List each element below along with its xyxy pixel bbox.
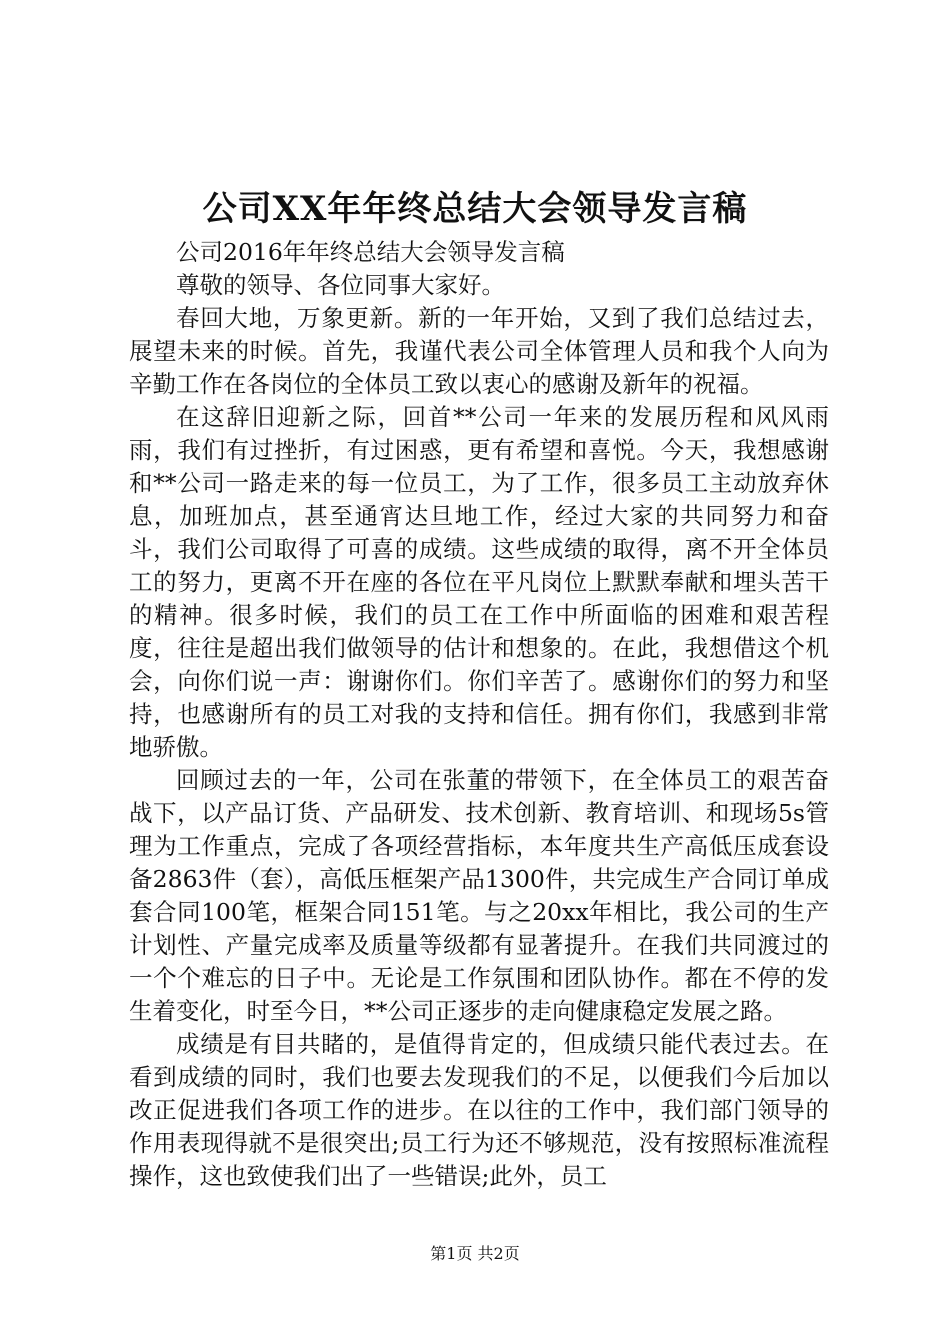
paragraph-subtitle: 公司2016年年终总结大会领导发言稿 <box>176 238 565 266</box>
paragraph-review: 回顾过去的一年，公司在张董的带领下，在全体员工的艰苦奋战下，以产品订货、产品研发、技术创新、教育培训、和现场5s管理为工作重点，完成了各项经营指标，本年度共生产高低压成套设备2863件（套），高低压框架产品1300件，共完成生产合同订单成套合同100笔，框架合同151笔。与之20xx年相比，我公司的生产计划性、产量完成率及质量等级都有显著提升。在我们共同渡过的一个个难忘的日子中。无论是工作氛围和团队协作。都在不停的发生着变化，时至今日，**公司正逐步的走向健康稳定发展之路。 <box>129 766 829 1025</box>
paragraph-greeting: 尊敬的领导、各位同事大家好。 <box>176 271 505 299</box>
page-footer: 第1页 共2页 <box>430 1244 520 1263</box>
paragraph-opening: 春回大地，万象更新。新的一年开始，又到了我们总结过去，展望未来的时候。首先，我谨代表公司全体管理人员和我个人向为辛勤工作在各岗位的全体员工致以衷心的感谢及新年的祝福。 <box>129 304 829 398</box>
document-body <box>129 236 829 1193</box>
paragraph-shortcomings: 成绩是有目共睹的，是值得肯定的，但成绩只能代表过去。在看到成绩的同时，我们也要去发现我们的不足，以便我们今后加以改正促进我们各项工作的进步。在以往的工作中，我们部门领导的作用表现得就不是很突出;员工行为还不够规范，没有按照标准流程操作，这也致使我们出了一些错误;此外，员工 <box>129 1030 829 1190</box>
document-title: 公司XX年年终总结大会领导发言稿 <box>202 189 748 229</box>
paragraph-thanks: 在这辞旧迎新之际，回首**公司一年来的发展历程和风风雨雨，我们有过挫折，有过困惑，更有希望和喜悦。今天，我想感谢和**公司一路走来的每一位员工，为了工作，很多员工主动放弃休息，加班加点，甚至通宵达旦地工作，经过大家的共同努力和奋斗，我们公司取得了可喜的成绩。这些成绩的取得，离不开全体员工的努力，更离不开在座的各位在平凡岗位上默默奉献和埋头苦干的精神。很多时候，我们的员工在工作中所面临的困难和艰苦程度，往往是超出我们做领导的估计和想象的。在此，我想借这个机会，向你们说一声：谢谢你们。你们辛苦了。感谢你们的努力和坚持，也感谢所有的员工对我的支持和信任。拥有你们，我感到非常地骄傲。 <box>129 403 829 761</box>
